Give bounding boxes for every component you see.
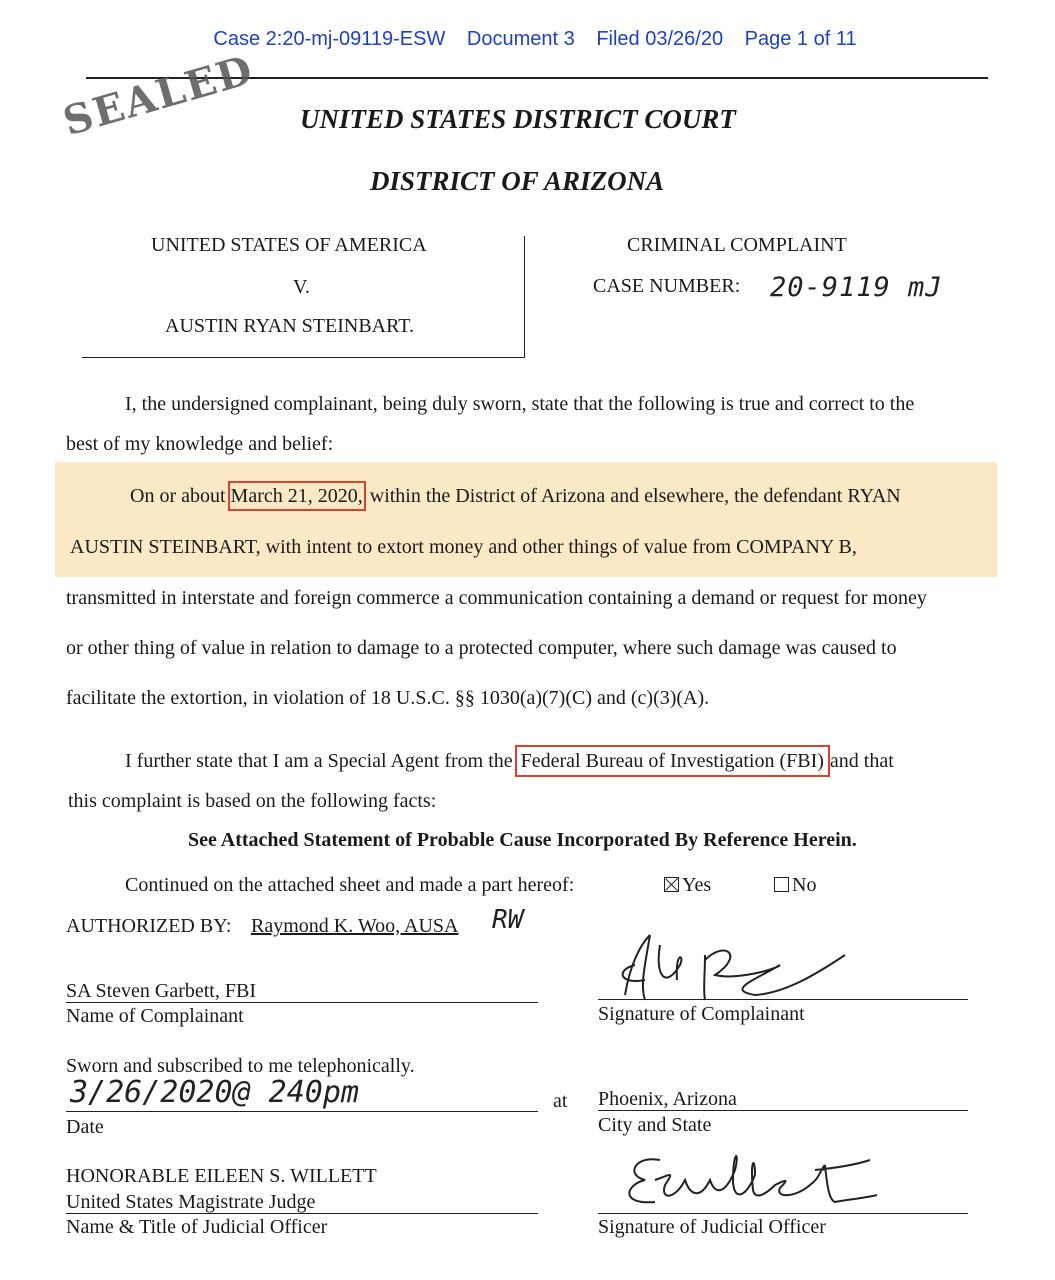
allegation-line-1-rest: within the District of Arizona and elsewhere, the defendant RYAN xyxy=(369,485,901,507)
case-header xyxy=(0,28,1055,51)
oath-line-2: best of my knowledge and belief: xyxy=(66,433,334,455)
highlighted-allegation xyxy=(55,462,997,577)
agent-statement-line-1 xyxy=(125,750,894,773)
allegation-line-4: or other thing of value in relation to damage to a protected computer, where such damage was caused to xyxy=(66,637,897,659)
yes-checkbox xyxy=(664,874,711,897)
authorized-by-name: Raymond K. Woo, AUSA xyxy=(251,915,459,937)
case-number-handwritten: 20-9119 mJ xyxy=(770,272,943,303)
ausa-initials: RW xyxy=(492,905,524,935)
allegation-line-1 xyxy=(130,485,901,508)
complainant-name-label: Name of Complainant xyxy=(66,1005,244,1027)
judge-signature-line xyxy=(598,1213,968,1214)
complainant-signature-label: Signature of Complainant xyxy=(598,1003,805,1025)
oath-line-1: I, the undersigned complainant, being duly sworn, state that the following is true and correct to the xyxy=(125,393,915,415)
date-annotation: March 21, 2020, xyxy=(228,481,366,511)
sealed-stamp: SEALED xyxy=(58,46,260,146)
complainant-name: SA Steven Garbett, FBI xyxy=(66,980,256,1002)
filed-date-header: Filed 03/26/20 xyxy=(596,28,724,50)
city-state-value: Phoenix, Arizona xyxy=(598,1088,737,1110)
date-line xyxy=(66,1111,538,1112)
judge-title: United States Magistrate Judge xyxy=(66,1191,316,1213)
document-number-header: Document 3 xyxy=(466,28,575,50)
caption-underline xyxy=(82,357,525,358)
allegation-lead: On or about xyxy=(130,485,226,507)
judge-signature xyxy=(615,1140,895,1215)
complainant-name-line xyxy=(66,1002,538,1003)
checked-box-icon xyxy=(664,877,679,892)
authorized-by-label: AUTHORIZED BY: xyxy=(66,915,232,937)
judge-signature-label: Signature of Judicial Officer xyxy=(598,1216,826,1238)
no-label: No xyxy=(792,874,817,896)
agency-annotation: Federal Bureau of Investigation (FBI) xyxy=(515,745,830,777)
no-checkbox xyxy=(774,874,816,897)
complainant-signature xyxy=(605,925,855,1005)
case-number-header: Case 2:20-mj-09119-ESW xyxy=(213,28,446,50)
date-label: Date xyxy=(66,1116,104,1138)
continued-statement: Continued on the attached sheet and made a part hereof: xyxy=(125,874,575,896)
versus: V. xyxy=(293,276,310,298)
sworn-date-handwritten: 3/26/2020@ 240pm xyxy=(70,1075,359,1110)
empty-box-icon xyxy=(774,877,789,892)
defendant-name: AUSTIN RYAN STEINBART. xyxy=(165,315,414,337)
document-type: CRIMINAL COMPLAINT xyxy=(627,234,847,256)
judge-name-title-label: Name & Title of Judicial Officer xyxy=(66,1216,328,1238)
court-district: DISTRICT OF ARIZONA xyxy=(370,166,665,196)
agent-statement-line-2: this complaint is based on the following facts: xyxy=(68,790,437,812)
complainant-signature-line xyxy=(598,999,968,1000)
case-number-label: CASE NUMBER: xyxy=(593,275,741,297)
sworn-statement: Sworn and subscribed to me telephonically. xyxy=(66,1055,415,1077)
caption-divider xyxy=(524,236,525,358)
attached-statement: See Attached Statement of Probable Cause Incorporated By Reference Herein. xyxy=(188,829,857,851)
allegation-line-2: AUSTIN STEINBART, with intent to extort money and other things of value from COMPANY B, xyxy=(70,536,857,558)
allegation-line-3: transmitted in interstate and foreign commerce a communication containing a demand or request for money xyxy=(66,587,927,609)
plaintiff-name: UNITED STATES OF AMERICA xyxy=(151,234,427,256)
agent-statement-lead: I further state that I am a Special Agent from the xyxy=(125,750,513,772)
judge-name: HONORABLE EILEEN S. WILLETT xyxy=(66,1165,377,1187)
page-indicator: Page 1 of 11 xyxy=(744,28,857,50)
court-title: UNITED STATES DISTRICT COURT xyxy=(300,104,736,134)
judge-name-line xyxy=(66,1213,538,1214)
yes-label: Yes xyxy=(682,874,712,896)
city-state-label: City and State xyxy=(598,1114,712,1136)
allegation-line-5: facilitate the extortion, in violation of 18 U.S.C. §§ 1030(a)(7)(C) and (c)(3)(A). xyxy=(66,687,710,709)
agent-statement-rest: and that xyxy=(829,750,894,772)
at-label: at xyxy=(553,1090,568,1112)
city-state-line xyxy=(598,1110,968,1111)
